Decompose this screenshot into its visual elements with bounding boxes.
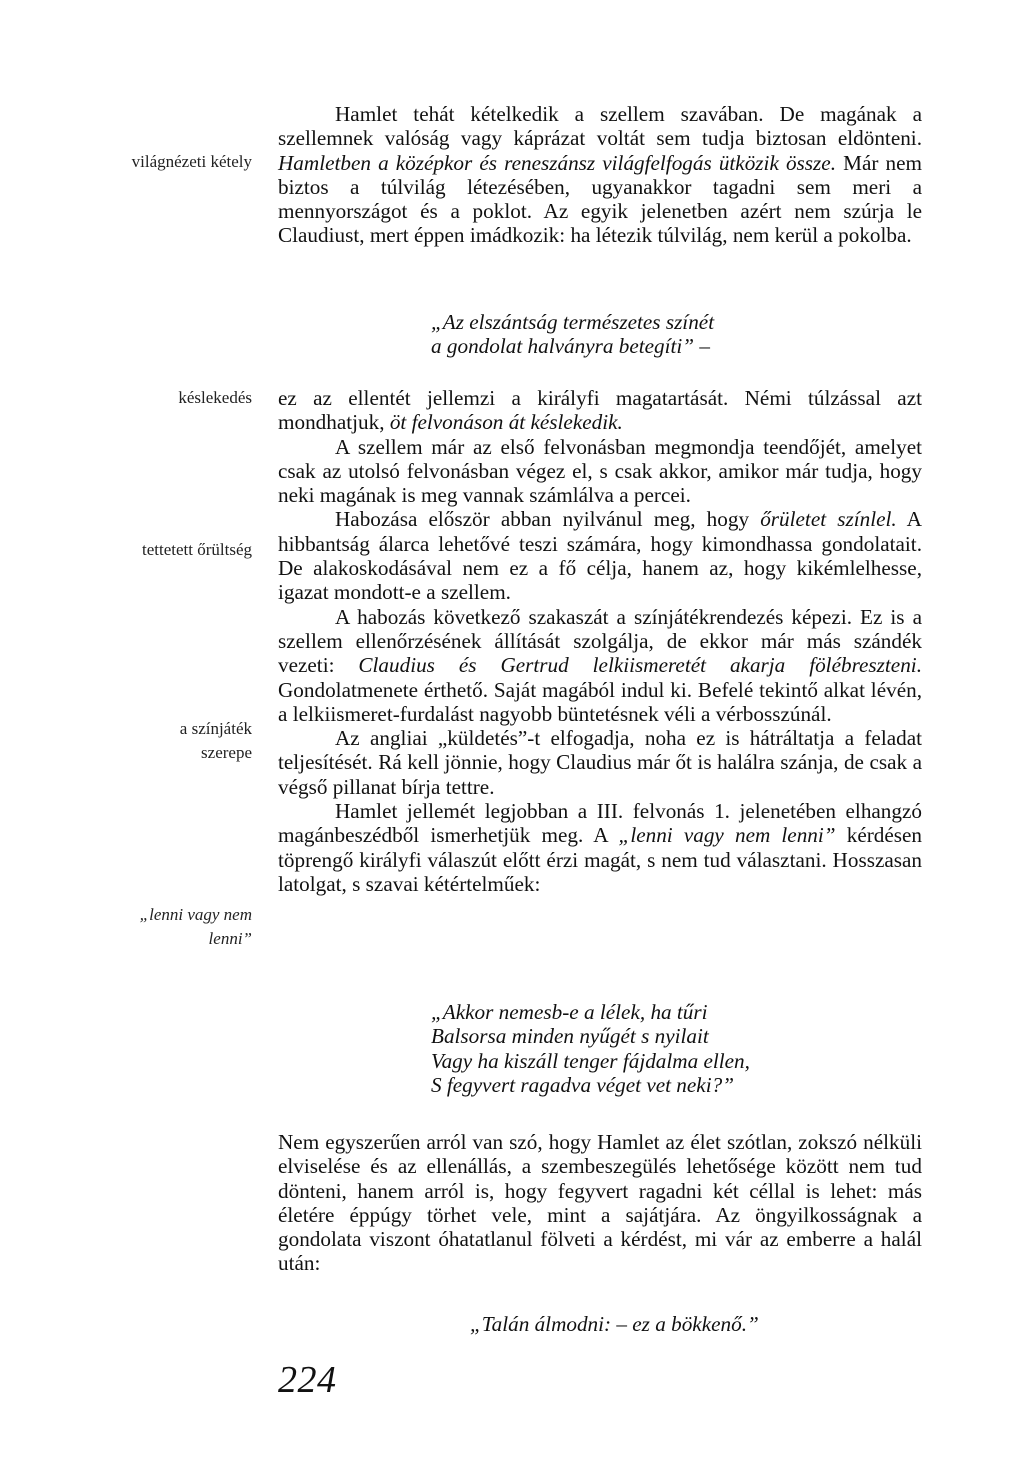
margin-note-delay: késlekedés	[178, 388, 252, 407]
paragraph-4-text-a: Habozása először abban nyilvánul meg, hogy	[335, 507, 761, 532]
quote-resolution	[431, 310, 714, 359]
margin-note-play-role-line2: szerepe	[201, 743, 252, 762]
paragraph-8-text: Nem egyszerűen arról van szó, hogy Hamlet az élet szótlan, zokszó nélküli elviselése és az ellenállás, a szembeszegülés lehetősége között nem tud dönteni, hanem arról is, hogy fegyvert ragadni két céllal is lehet: más életére éppúgy törhet vele, mint a sajátjára. Az öngyilkosságnak a gondolata viszont óhatatlanul fölveti a kérdést, mi vár az emberre a halál után:	[278, 1130, 922, 1276]
paragraph-5-text-a: A habozás következő szakaszát a színjátékrendezés képezi. Ez is a szellem ellenőrzésének állítását szolgálja, de ekkor már más szándék vezeti:	[278, 604, 922, 678]
quote-soliloquy	[431, 1000, 750, 1097]
paragraph-1-text-b: Már nem biztos a túlvilág létezésében, ugyanakkor tagadni sem meri a mennyországot és a poklot. Az egyik jelenetben azért nem szúrja le Claudiust, mert éppen imádkozik: ha létezik túlvilág, nem kerül a pokolba.	[278, 150, 922, 248]
quote-soliloquy-line4: S fegyvert ragadva véget vet neki?”	[431, 1072, 734, 1097]
margin-note-to-be-line2: lenni”	[208, 929, 252, 948]
paragraph-4-text-b: A hibbantság álarca lehetővé teszi számára, hogy kimondhassa gondolatait. De alakoskodásával nem ez a fő célja, hanem az, hogy kikémlelhesse, igazat mondott-e a szellem.	[278, 507, 922, 605]
paragraph-7-text-b: kérdésen töprengő királyfi válaszút előtt érzi magát, s nem tud választani. Hosszasan latolgat, s szavai kétértelműek:	[278, 823, 923, 896]
margin-note-to-be	[60, 903, 252, 951]
margin-note-to-be-line1: „lenni vagy nem	[139, 905, 252, 924]
quote-resolution-line2: a gondolat halványra betegíti” –	[431, 334, 710, 359]
paragraph-3: A szellem már az első felvonásban megmondja teendőjét, amelyet csak az utolsó felvonásban végez el, s csak akkor, amikor már tudja, hogy neki magának is meg vannak számlálva a percei.	[278, 434, 922, 508]
margin-note-play-role-line1: a színjáték	[179, 719, 252, 738]
paragraph-4-emphasis: őrületet színlel.	[760, 507, 897, 532]
quote-dream	[470, 1312, 759, 1336]
paragraph-5-text-b: Gondolatmenete érthető. Saját magából indul ki. Befelé tekintő alkat lévén, a lelkiismeret-furdalást nagyobb büntetésnek véli a vérbosszúnál.	[278, 677, 922, 726]
paragraph-7-text-a: Hamlet jellemét legjobban a III. felvonás 1. jelenetében elhangzó magánbeszédből ismerhetjük meg. A	[278, 799, 922, 848]
paragraph-8	[278, 1130, 922, 1276]
margin-note-feigned-madness: tettetett őrültség	[142, 540, 252, 559]
paragraph-1-text-a: Hamlet tehát kételkedik a szellem szavában. De magának a szellemnek valóság vagy káprázat voltát sem tudja biztosan eldönteni.	[278, 102, 922, 151]
paragraph-1	[278, 102, 922, 248]
paragraph-7-emphasis: „lenni vagy nem lenni”	[618, 823, 836, 848]
paragraph-1-emphasis: Hamletben a középkor és reneszánsz világfelfogás ütközik össze.	[278, 150, 836, 175]
paragraph-2-text-a: ez az ellentét jellemzi a királyfi magatartását. Némi túlzással azt mondhatjuk,	[278, 386, 922, 435]
quote-soliloquy-line3: Vagy ha kiszáll tenger fájdalma ellen,	[431, 1048, 750, 1073]
quote-soliloquy-line1: „Akkor nemesb-e a lélek, ha tűri	[431, 1000, 708, 1024]
quote-resolution-line1: „Az elszántság természetes színét	[431, 310, 715, 334]
margin-note-play-role	[60, 717, 252, 765]
quote-dream-line1: „Talán álmodni: – ez a bökkenő.”	[470, 1312, 759, 1336]
margin-note-worldview-doubt: világnézeti kétely	[131, 152, 252, 171]
paragraph-6: Az angliai „küldetés”-t elfogadja, noha ez is hátráltatja a feladat teljesítését. Rá kell jönnie, hogy Claudius már őt is halálra szánja, de csak a végső pillanat bírja tettre.	[278, 726, 922, 799]
quote-soliloquy-line2: Balsorsa minden nyűgét s nyilait	[431, 1024, 709, 1049]
page-number: 224	[278, 1359, 337, 1401]
paragraph-5-emphasis: Claudius és Gertrud lelkiismeretét akarja fölébreszteni.	[358, 653, 922, 678]
main-text-block	[278, 386, 922, 896]
paragraph-2-emphasis: öt felvonáson át késlekedik.	[389, 410, 623, 435]
